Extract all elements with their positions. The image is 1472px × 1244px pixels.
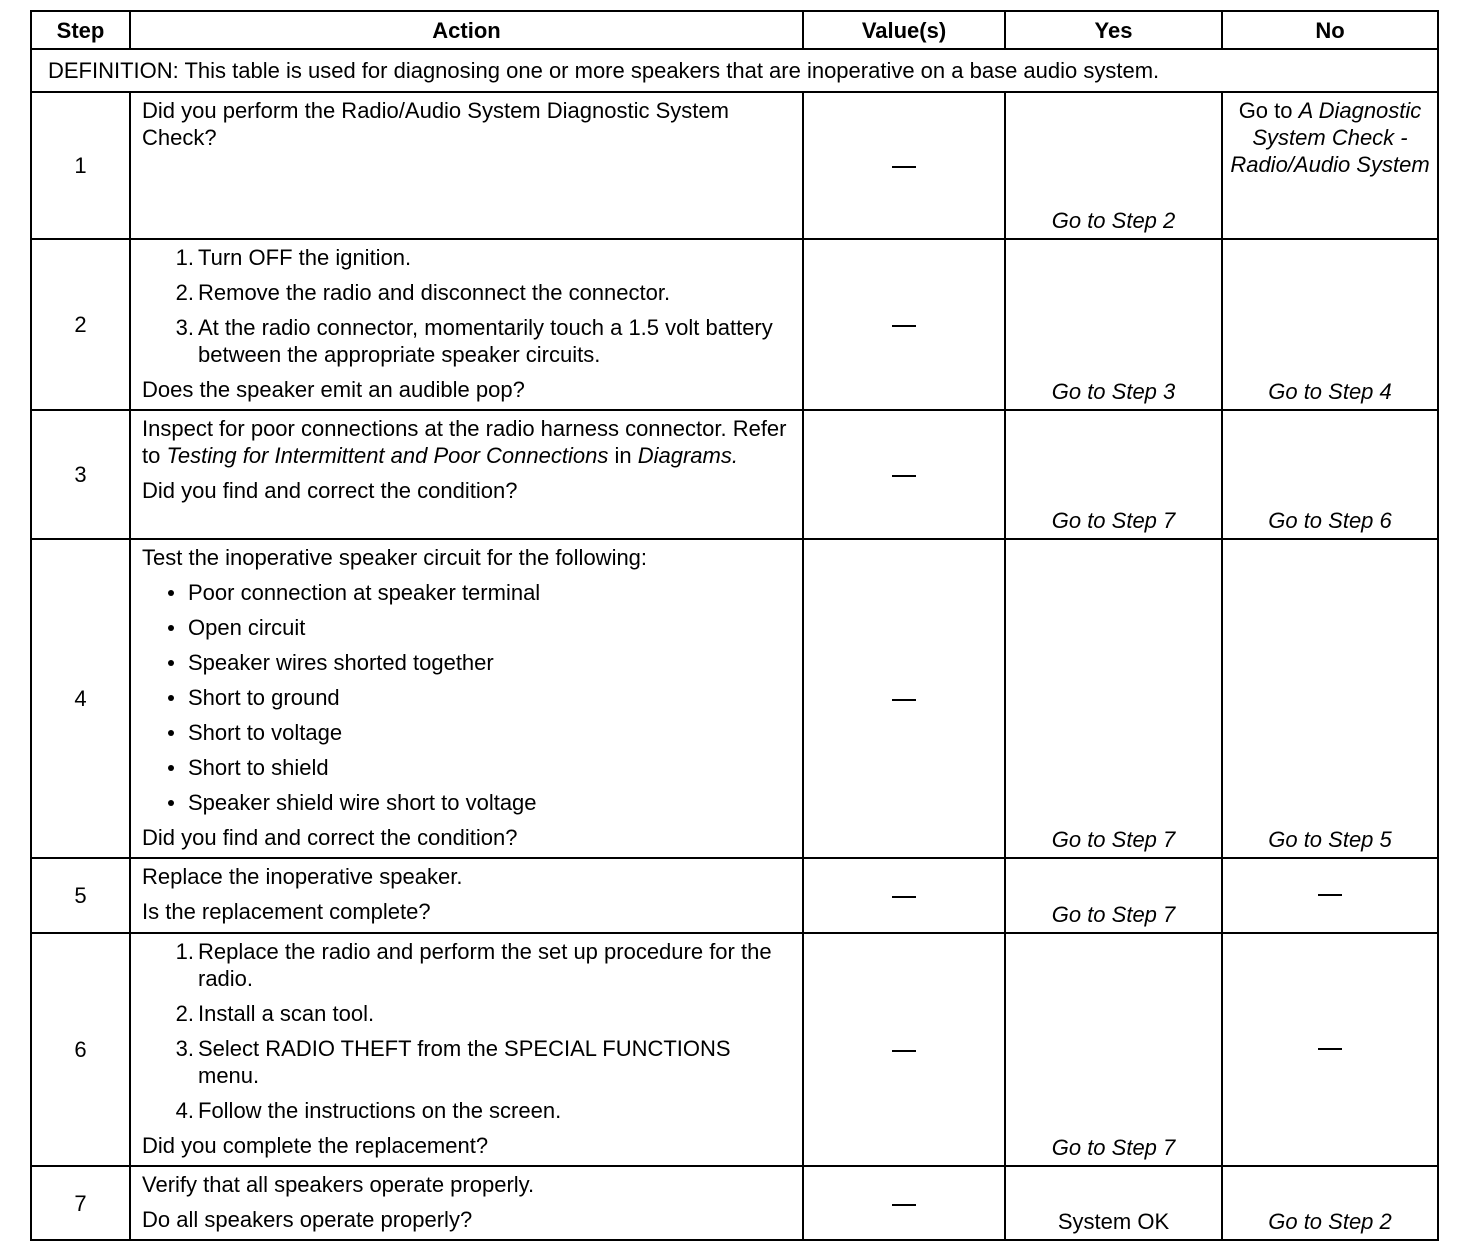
dash-icon <box>892 1050 916 1052</box>
list-item: Short to ground <box>142 684 792 711</box>
dash-icon <box>1318 1048 1342 1050</box>
bullet-icon <box>168 730 174 736</box>
action-cell <box>130 858 803 933</box>
action-text: Replace the inoperative speaker. <box>142 864 463 889</box>
table-row <box>31 410 1438 539</box>
dash-icon <box>892 699 916 701</box>
action-cell <box>130 933 803 1166</box>
value-cell <box>803 539 1005 858</box>
list-item: 1. Replace the radio and perform the set up procedure for the radio. <box>175 939 772 991</box>
bullet-icon <box>168 590 174 596</box>
value-cell <box>803 92 1005 239</box>
table-row <box>31 1166 1438 1240</box>
yes-cell: Go to Step 3 <box>1005 239 1222 410</box>
list-item: 2. Remove the radio and disconnect the connector. <box>175 280 671 305</box>
bullet-icon <box>168 765 174 771</box>
value-cell <box>803 933 1005 1166</box>
step-number: 5 <box>31 858 130 933</box>
step-number: 2 <box>31 239 130 410</box>
dash-icon <box>892 325 916 327</box>
value-cell <box>803 1166 1005 1240</box>
list-item: 2. Install a scan tool. <box>175 1001 375 1026</box>
dash-icon <box>892 475 916 477</box>
table-row <box>31 539 1438 858</box>
action-cell <box>130 1166 803 1240</box>
action-cell <box>130 539 803 858</box>
no-cell: Go to Step 5 <box>1222 539 1438 858</box>
bullet-icon <box>168 660 174 666</box>
list-item: Speaker shield wire short to voltage <box>142 789 792 816</box>
list-item: Open circuit <box>142 614 792 641</box>
step-number: 4 <box>31 539 130 858</box>
value-cell <box>803 858 1005 933</box>
action-cell <box>130 92 803 239</box>
yes-cell: System OK <box>1005 1166 1222 1240</box>
table-row <box>31 239 1438 410</box>
bullet-icon <box>168 800 174 806</box>
no-cell: Go to Step 6 <box>1222 410 1438 539</box>
table-row <box>31 92 1438 239</box>
action-text: Verify that all speakers operate properly. <box>142 1172 535 1197</box>
action-text: Test the inoperative speaker circuit for the following: <box>142 545 648 570</box>
yes-cell: Go to Step 7 <box>1005 933 1222 1166</box>
yes-cell: Go to Step 7 <box>1005 539 1222 858</box>
action-cell <box>130 239 803 410</box>
definition-row <box>31 49 1438 92</box>
list-item: Poor connection at speaker terminal <box>142 579 792 606</box>
step-number: 7 <box>31 1166 130 1240</box>
question-text: Is the replacement complete? <box>142 899 431 924</box>
action-text: Did you perform the Radio/Audio System Diagnostic System Check? <box>142 98 729 150</box>
step-list <box>142 938 792 1124</box>
header-action: Action <box>130 11 803 49</box>
list-item: Short to shield <box>142 754 792 781</box>
list-item: 3. At the radio connector, momentarily touch a 1.5 volt battery between the appropriate speaker circuits. <box>175 315 773 367</box>
question-text: Did you find and correct the condition? <box>142 825 518 850</box>
dash-icon <box>892 166 916 168</box>
no-cell <box>1222 92 1438 239</box>
no-cell: Go to Step 4 <box>1222 239 1438 410</box>
step-number: 3 <box>31 410 130 539</box>
table-row <box>31 858 1438 933</box>
action-cell <box>130 410 803 539</box>
diagnostic-table <box>30 10 1439 1241</box>
no-reference: A Diagnostic System Check - Radio/Audio System <box>1230 98 1430 177</box>
no-cell <box>1222 933 1438 1166</box>
reference-link: Testing for Intermittent and Poor Connections <box>166 443 609 468</box>
step-number: 6 <box>31 933 130 1166</box>
header-row <box>31 11 1438 49</box>
value-cell <box>803 239 1005 410</box>
header-no: No <box>1222 11 1438 49</box>
step-number: 1 <box>31 92 130 239</box>
action-text: Inspect for poor connections at the radio harness connector. Refer to Testing for Intermittent and Poor Connections in Diagrams. <box>142 416 787 468</box>
question-text: Did you find and correct the condition? <box>142 478 518 503</box>
yes-cell: Go to Step 2 <box>1005 92 1222 239</box>
bullet-icon <box>168 695 174 701</box>
question-text: Do all speakers operate properly? <box>142 1207 473 1232</box>
bullet-icon <box>168 625 174 631</box>
table-row <box>31 933 1438 1166</box>
step-list <box>142 244 792 368</box>
header-yes: Yes <box>1005 11 1222 49</box>
no-cell <box>1222 858 1438 933</box>
no-prefix: Go to <box>1238 98 1299 123</box>
list-item: Speaker wires shorted together <box>142 649 792 676</box>
dash-icon <box>892 896 916 898</box>
yes-cell: Go to Step 7 <box>1005 858 1222 933</box>
bullet-list <box>142 579 792 816</box>
dash-icon <box>892 1204 916 1206</box>
question-text: Does the speaker emit an audible pop? <box>142 377 525 402</box>
reference-link: Diagrams. <box>637 443 738 468</box>
header-values: Value(s) <box>803 11 1005 49</box>
dash-icon <box>1318 894 1342 896</box>
header-step: Step <box>31 11 130 49</box>
yes-cell: Go to Step 7 <box>1005 410 1222 539</box>
definition-text: DEFINITION: This table is used for diagnosing one or more speakers that are inoperative on a base audio system. <box>31 49 1438 92</box>
no-cell: Go to Step 2 <box>1222 1166 1438 1240</box>
list-item: 4. Follow the instructions on the screen. <box>175 1098 562 1123</box>
value-cell <box>803 410 1005 539</box>
list-item: 1. Turn OFF the ignition. <box>175 245 412 270</box>
question-text: Did you complete the replacement? <box>142 1133 489 1158</box>
list-item: Short to voltage <box>142 719 792 746</box>
list-item: 3. Select RADIO THEFT from the SPECIAL FUNCTIONS menu. <box>175 1036 731 1088</box>
